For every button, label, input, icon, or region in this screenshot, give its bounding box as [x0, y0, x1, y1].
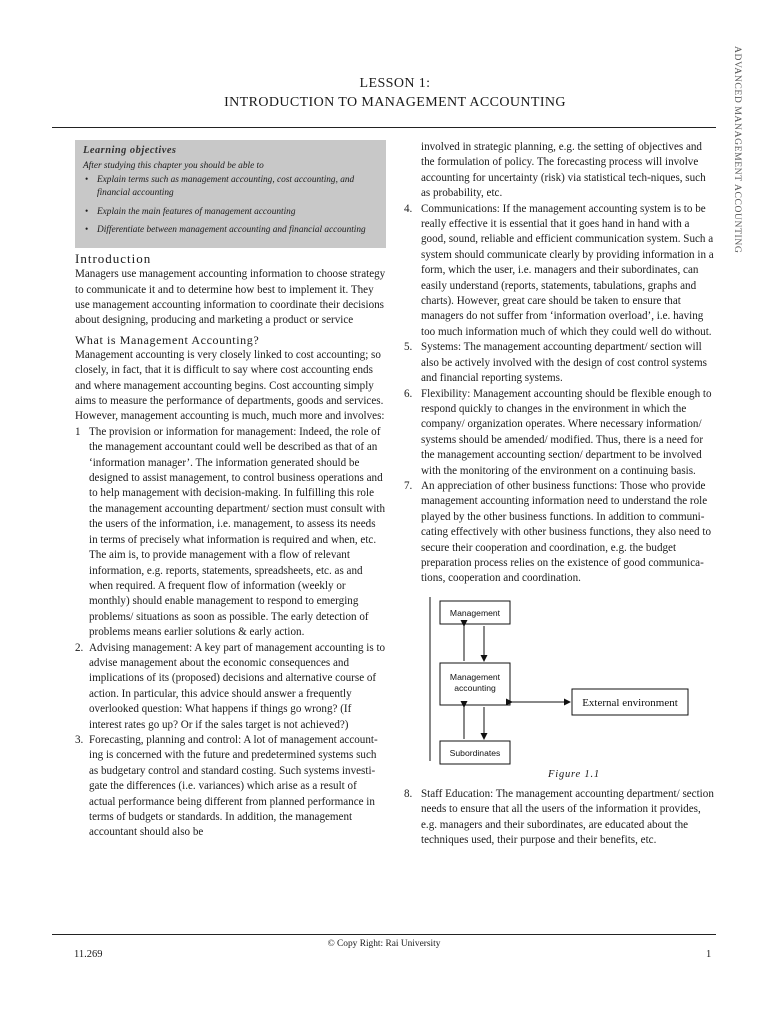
item-number: 1 [75, 425, 81, 438]
objective-item: • Explain terms such as management accounting, cost accounting, and financial accounting [83, 174, 378, 200]
figure-caption: Figure 1.1 [548, 768, 600, 780]
item-text: Staff Education: The management accounting department/ section needs to ensure that all the users of the information it provides, e.g. managers and their subordinates, are educated about the techniques used, their purpose and their benefits, etc. [421, 787, 714, 846]
item-number: 8. [404, 787, 413, 800]
item-text: Forecasting, planning and control: A lot of management account-ing is concerned with the future and predetermined systems such as budgetary control and standard costing. Such systems investi-gate the differences (i.e. variances) which arise as a result of actual performance being different from planned performance in terms of budgets or standards. In addition, the management accountant should also be [89, 733, 378, 839]
top-divider [52, 127, 716, 128]
copyright-notice: © Copy Right: Rai University [327, 939, 441, 949]
management-accounting-label-1: Management [449, 671, 501, 682]
figure-diagram [406, 591, 714, 767]
item-text: The provision or information for management: Indeed, the role of the management accountant could well be described as that of an ‘information manager’. The information generated should be designed to assist management, to control business operations and to help management with decision-making. In fulfilling this role the management accounting department/ section must consult with the users of the information, i.e. management, to assess its needs in terms of precisely what information is required and when, etc. The aim is, to provide management with a flow of relevant information, e.g. reports, statements, spreadsheets, etc. as and when required. A frequent flow of information (weekly or monthly) should enable management to respond to emerging problems/ situations as soon as possible. The early detection of problems means earlier solutions & early action. [89, 425, 386, 639]
list-item-continuation [404, 140, 714, 202]
introduction-text: Managers use management accounting information to choose strategy to communicate it and to determine how best to implement it. They use management accounting information to coordinate their decisions about designing, producing and marketing a product or service [75, 268, 386, 327]
item-text: involved in strategic planning, e.g. the setting of objectives and the formulation of policy. The forecasting process will involve accounting for uncertainty (risk) via statistical tech-niques, such as probability, etc. [421, 141, 706, 200]
objectives-intro: After studying this chapter you should be able to [83, 161, 264, 171]
right-column [404, 140, 714, 848]
list-item [404, 202, 714, 341]
objectives-title: Learning objectives [83, 145, 177, 156]
item-number: 2. [75, 641, 84, 654]
lesson-number: LESSON 1: [359, 76, 431, 91]
objective-item: • Explain the main features of management accounting [83, 206, 378, 219]
list-item [404, 479, 714, 587]
learning-objectives-box [75, 140, 386, 248]
list-item [75, 641, 386, 733]
what-is-text: Management accounting is very closely linked to cost accounting; so closely, in fact, that it is difficult to say where cost accounting ends and where management accounting begins. Cost accounting simply aims to measure the performance of departments, goods and services. However, management accounting is much, much more and involves: [75, 348, 385, 423]
introduction-heading: Introduction [75, 251, 152, 267]
running-section-label: ADVANCED MANAGEMENT ACCOUNTING [732, 46, 743, 254]
item-number: 6. [404, 387, 413, 400]
item-text: Communications: If the management accounting system is to be really effective it is essential that it goes hand in hand with a good, sound, reliable and efficient communication system. Such a system should communicate clearly by providing information in a form, which the user, i.e. managers and their subordinates, can easily understand (reports, statements, tabulations, graphs and charts). However, great care should be taken to ensure that managers do not suffer from ‘information overload’, i.e. having too much information much of which they could well do without. [421, 202, 714, 338]
list-item [75, 425, 386, 641]
management-accounting-label-2: accounting [454, 682, 496, 693]
subordinates-label: Subordinates [449, 747, 501, 758]
page-title: INTRODUCTION TO MANAGEMENT ACCOUNTING [224, 95, 566, 110]
list-item [75, 733, 386, 841]
page-code: 11.269 [74, 949, 103, 960]
list-item [404, 387, 714, 479]
page-number: 1 [706, 949, 712, 960]
list-item [404, 787, 714, 849]
item-number: 7. [404, 479, 413, 492]
item-text: Systems: The management accounting department/ section will also be actively involved with the design of cost control systems and financial reporting systems. [421, 341, 707, 385]
bottom-divider [52, 934, 716, 935]
list-item [404, 340, 714, 386]
what-is-heading: What is Management Accounting? [75, 332, 260, 347]
item-number: 4. [404, 202, 413, 215]
diagram-svg [406, 591, 716, 767]
item-text: Advising management: A key part of management accounting is to advise management about the economic consequences and implications of its (proposed) decisions and alternative course of action. In particular, this advice should answer a frequently overlooked question: What happens if things go wrong? (If interest rates go up? Or if the sales target is not achieved?) [89, 641, 386, 731]
item-text: An appreciation of other business functions: Those who provide management accounting information need to understand the role played by the other business functions. In addition to communi-cating effectively with other business functions, they also need to secure their cooperation and coordination, e.g. the budget preparation process relies on the existence of good communica-tions, cooperation and coordination. [421, 479, 712, 585]
item-number: 5. [404, 341, 413, 354]
item-number: 3. [75, 733, 84, 746]
external-environment-label: External environment [582, 696, 678, 709]
left-column [75, 140, 386, 841]
management-label: Management [449, 607, 501, 618]
item-text: Flexibility: Management accounting should be flexible enough to respond quickly to changes in the environment in which the company/ organization operates. Where necessary information/ systems should be amended/ modified. Thus, there is a need for the management accounting section/ department to be involved with the monitoring of the environment on a continuing basis. [421, 387, 712, 477]
objectives-list [83, 174, 378, 237]
objective-item: • Differentiate between management accounting and financial accounting [83, 224, 378, 237]
